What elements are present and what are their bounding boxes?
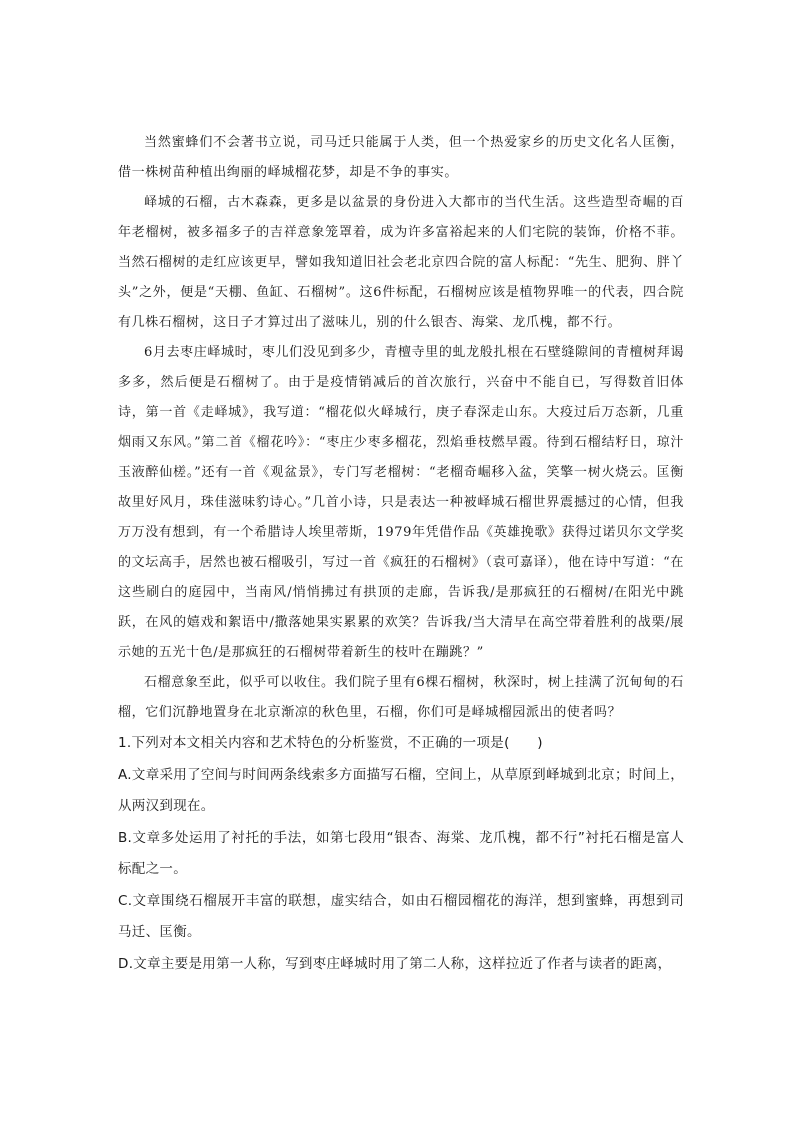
document-page <box>118 128 684 980</box>
option-c: C.文章围绕石榴展开丰富的联想，虚实结合，如由石榴园榴花的海洋，想到蜜蜂，再想到司马迁、匡衡。 <box>118 892 684 940</box>
option-a: A.文章采用了空间与时间两条线索多方面描写石榴，空间上，从草原到峄城到北京；时间上，从两汉到现在。 <box>118 766 684 814</box>
question-stem: 1.下列对本文相关内容和艺术特色的分析鉴赏，不正确的一项是( ) <box>118 735 543 751</box>
option-d: D.文章主要是用第一人称，写到枣庄峄城时用了第二人称，这样拉近了作者与读者的距离， <box>118 955 672 972</box>
option-b: B.文章多处运用了衬托的手法，如第七段用“银杏、海棠、龙爪槐，都不行”衬托石榴是富人标配之一。 <box>118 829 684 877</box>
passage-paragraph-2: 峄城的石榴，古木森森，更多是以盆景的身份进入大都市的当代生活。这些造型奇崛的百年老榴树，被多福多子的吉祥意象笼罩着，成为许多富裕起来的人们宅院的装饰，价格不菲。当然石榴树的走红应该更早，譬如我知道旧社会老北京四合院的富人标配：“先生、肥狗、胖丫头”之外，便是“天棚、鱼缸、石榴树”。这6件标配，石榴树应该是植物界唯一的代表，四合院有几株石榴树，这日子才算过出了滋味儿，别的什么银杏、海棠、龙爪槐，都不行。 <box>118 195 684 330</box>
passage-paragraph-3: 6月去枣庄峄城时，枣儿们没见到多少，青檀寺里的虬龙般扎根在石壁缝隙间的青檀树拜谒多多，然后便是石榴树了。由于是疫情销减后的首次旅行，兴奋中不能自已，写得数首旧体诗，第一首《走峄城》，我写道：“榴花似火峄城行，庚子春深走山东。大疫过后万态新，几重烟雨又东风。”第二首《榴花吟》：“枣庄少枣多榴花，烈焰垂枝燃早霞。待到石榴结籽日，琼汁玉液醉仙槎。”还有一首《观盆景》，专门写老榴树：“老榴奇崛移入盆，笑擎一树火烧云。匡衡故里好风月，珠佳滋味豹诗心。”几首小诗，只是表达一种被峄城石榴世界震撼过的心情，但我万万没有想到，有一个希腊诗人埃里蒂斯，1979年凭借作品《英雄挽歌》获得过诺贝尔文学奖的文坛高手，居然也被石榴吸引，写过一首《疯狂的石榴树》（袁可嘉译），他在诗中写道：“在这些刷白的庭园中，当南风/悄悄拂过有拱顶的走廊，告诉我/是那疯狂的石榴树/在阳光中跳跃，在风的嬉戏和絮语中/撒落她果实累累的欢笑？告诉我/当大清早在高空带着胜利的战栗/展示她的五光十色/是那疯狂的石榴树带着新生的枝叶在蹦跳？” <box>118 345 684 660</box>
passage-paragraph-1: 当然蜜蜂们不会著书立说，司马迁只能属于人类，但一个热爱家乡的历史文化名人匡衡，借一株树苗种植出绚丽的峄城榴花梦，却是不争的事实。 <box>118 135 684 180</box>
passage-paragraph-4: 石榴意象至此，似乎可以收住。我们院子里有6棵石榴树，秋深时，树上挂满了沉甸甸的石榴，它们沉静地置身在北京渐凉的秋色里，石榴，你们可是峄城榴园派出的使者吗？ <box>118 675 684 720</box>
